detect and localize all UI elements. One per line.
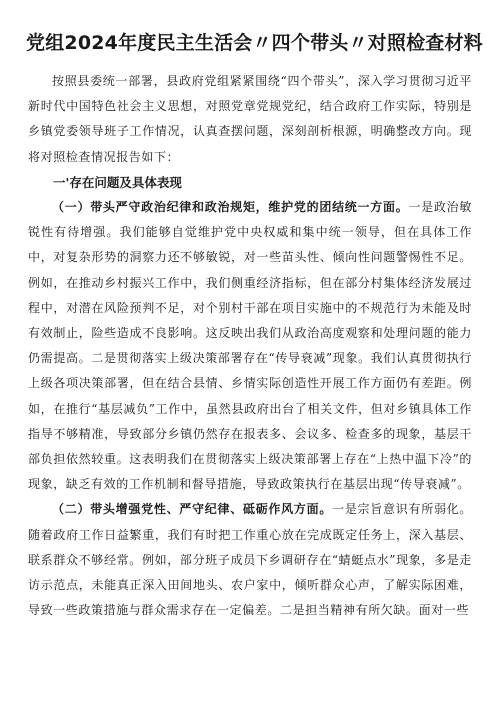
item2-body: 一是宗旨意识有所弱化。随着政府工作日益繁重，我们有时把工作重心放在完成既定任务上，深入基层、联系群众不够经常。例如，部分班子成员下乡调研存在“蜻蜓点水”现象，多是走访示范点，未能真正深入田间地头、农户家中，倾听群众心声，了解实际困难，导致一些政策措施与群众需求存在一定偏差。二是担当精神有所欠缺。面对一些: [28, 502, 473, 618]
item1-paragraph: [28, 195, 472, 497]
document-title: 党组2024年度民主生活会〃四个带头〃对照检查材料: [26, 32, 483, 54]
item2-heading: （二）带头增强党性、严守纪律、砥砺作风方面。: [52, 502, 333, 517]
intro-paragraph: 按照县委统一部署，县政府党组紧紧围绕“四个带头”，深入学习贯彻习近平新时代中国特色社会主义思想，对照党章党规党纪，结合政府工作实际，特别是乡镇党委领导班子工作情况，认真查摆问题，深刻剖析根源，明确整改方向。现将对照检查情况报告如下：: [28, 74, 472, 164]
item2-paragraph: [28, 497, 472, 623]
section-heading: 一'存在问题及具体表现: [53, 174, 182, 190]
item1-heading: （一）带头严守政治纪律和政治规矩，维护党的团结统一方面。: [52, 200, 409, 215]
item1-body: 一是政治敏锐性有待增强。我们能够自觉维护党中央权威和集中统一领导，但在具体工作中，对复杂形势的洞察力还不够敏锐，对一些苗头性、倾向性问题警惕性不足。例如，在推动乡村振兴工作中，我们侧重经济指标，但在部分村集体经济发展过程中，对潜在风险预判不足，对个别村干部在项目实施中的不规范行为未能及时有效制止，险些造成不良影响。这反映出我们从政治高度观察和处理问题的能力仍需提高。二是贯彻落实上级决策部署存在“传导衰减”现象。我们认真贯彻执行上级各项决策部署，但在结合县情、乡情实际创造性开展工作方面仍有差距。例如，在推行“基层减负”工作中，虽然县政府出台了相关文件，但对乡镇具体工作指导不够精准，导致部分乡镇仍然存在报表多、会议多、检查多的现象，基层干部负担依然较重。这表明我们在贯彻落实上级决策部署上存在“上热中温下冷”的现象，缺乏有效的工作机制和督导措施，导致政策执行在基层出现“传导衰减”。: [28, 200, 472, 492]
